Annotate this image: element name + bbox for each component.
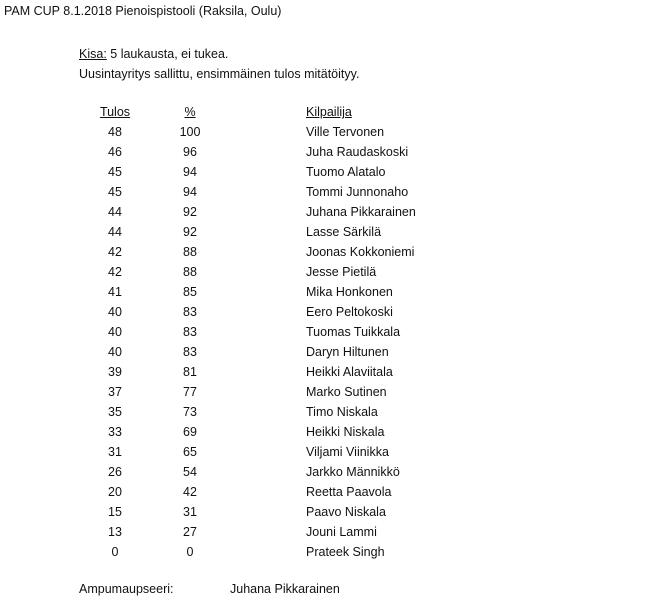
percent-cell: 92	[183, 205, 197, 219]
table-header-row	[0, 102, 649, 122]
percent-cell: 88	[183, 245, 197, 259]
competitor-name-cell: Eero Peltokoski	[306, 305, 393, 319]
score-cell: 44	[108, 205, 122, 219]
table-row	[0, 482, 649, 502]
score-cell: 40	[108, 305, 122, 319]
percent-cell: 77	[183, 385, 197, 399]
percent-cell: 31	[183, 505, 197, 519]
percent-cell: 83	[183, 345, 197, 359]
percent-cell: 42	[183, 485, 197, 499]
rules-label: Kisa:	[79, 47, 107, 61]
score-cell: 40	[108, 325, 122, 339]
table-row	[0, 202, 649, 222]
score-cell: 33	[108, 425, 122, 439]
percent-cell: 81	[183, 365, 197, 379]
score-cell: 42	[108, 265, 122, 279]
score-cell: 41	[108, 285, 122, 299]
table-body	[0, 122, 649, 562]
table-row	[0, 342, 649, 362]
competitor-name-cell: Jouni Lammi	[306, 525, 377, 539]
competitor-name-cell: Mika Honkonen	[306, 285, 393, 299]
competitor-name-cell: Tuomas Tuikkala	[306, 325, 401, 339]
score-cell: 20	[108, 485, 122, 499]
rules-line-2: Uusintayritys sallittu, ensimmäinen tulos mitätöityy.	[79, 67, 360, 81]
score-cell: 45	[108, 185, 122, 199]
percent-cell: 88	[183, 265, 197, 279]
table-row	[0, 402, 649, 422]
document-title: PAM CUP 8.1.2018 Pienoispistooli (Raksila, Oulu)	[4, 4, 282, 18]
percent-cell: 65	[183, 445, 197, 459]
competitor-name-cell: Prateek Singh	[306, 545, 385, 559]
score-cell: 42	[108, 245, 122, 259]
table-row	[0, 242, 649, 262]
table-row	[0, 382, 649, 402]
competitor-name-cell: Heikki Niskala	[306, 425, 385, 439]
competitor-name-cell: Tommi Junnonaho	[306, 185, 409, 199]
competitor-name-cell: Jarkko Männikkö	[306, 465, 400, 479]
percent-cell: 94	[183, 185, 197, 199]
competitor-name-cell: Viljami Viinikka	[306, 445, 389, 459]
percent-cell: 83	[183, 325, 197, 339]
percent-cell: 96	[183, 145, 197, 159]
competitor-name-cell: Marko Sutinen	[306, 385, 387, 399]
table-row	[0, 282, 649, 302]
competitor-name-cell: Heikki Alaviitala	[306, 365, 393, 379]
score-cell: 39	[108, 365, 122, 379]
table-row	[0, 442, 649, 462]
competitor-name-cell: Paavo Niskala	[306, 505, 386, 519]
table-row	[0, 122, 649, 142]
score-cell: 40	[108, 345, 122, 359]
table-row	[0, 522, 649, 542]
table-row	[0, 542, 649, 562]
percent-cell: 73	[183, 405, 197, 419]
competitor-name-cell: Lasse Särkilä	[306, 225, 382, 239]
competitor-name-cell: Joonas Kokkoniemi	[306, 245, 415, 259]
header-percent: %	[184, 105, 196, 119]
table-row	[0, 502, 649, 522]
score-cell: 35	[108, 405, 122, 419]
percent-cell: 85	[183, 285, 197, 299]
score-cell: 26	[108, 465, 122, 479]
header-name: Kilpailija	[306, 105, 352, 119]
rules-line-1	[79, 44, 359, 64]
table-row	[0, 422, 649, 442]
competitor-name-cell: Tuomo Alatalo	[306, 165, 386, 179]
score-cell: 46	[108, 145, 122, 159]
footer	[79, 582, 340, 596]
percent-cell: 0	[186, 545, 194, 559]
table-row	[0, 142, 649, 162]
competitor-name-cell: Timo Niskala	[306, 405, 378, 419]
score-cell: 44	[108, 225, 122, 239]
results-table	[0, 102, 649, 562]
score-cell: 15	[108, 505, 122, 519]
table-row	[0, 462, 649, 482]
table-row	[0, 362, 649, 382]
percent-cell: 69	[183, 425, 197, 439]
score-cell: 31	[108, 445, 122, 459]
competitor-name-cell: Juhana Pikkarainen	[306, 205, 416, 219]
percent-cell: 27	[183, 525, 197, 539]
score-cell: 13	[108, 525, 122, 539]
score-cell: 48	[108, 125, 122, 139]
score-cell: 37	[108, 385, 122, 399]
percent-cell: 100	[179, 125, 201, 139]
range-officer-name: Juhana Pikkarainen	[230, 582, 340, 596]
table-row	[0, 322, 649, 342]
table-row	[0, 262, 649, 282]
rules-text: 5 laukausta, ei tukea.	[106, 47, 229, 61]
score-cell: 45	[108, 165, 122, 179]
table-row	[0, 222, 649, 242]
percent-cell: 94	[183, 165, 197, 179]
competitor-name-cell: Juha Raudaskoski	[306, 145, 409, 159]
percent-cell: 54	[183, 465, 197, 479]
table-row	[0, 182, 649, 202]
table-row	[0, 302, 649, 322]
competitor-name-cell: Ville Tervonen	[306, 125, 385, 139]
score-cell: 0	[111, 545, 119, 559]
percent-cell: 92	[183, 225, 197, 239]
table-row	[0, 162, 649, 182]
competitor-name-cell: Daryn Hiltunen	[306, 345, 389, 359]
competition-rules	[79, 44, 359, 84]
percent-cell: 83	[183, 305, 197, 319]
competitor-name-cell: Jesse Pietilä	[306, 265, 377, 279]
header-score: Tulos	[99, 105, 131, 119]
competitor-name-cell: Reetta Paavola	[306, 485, 392, 499]
footer-label: Ampumaupseeri:	[79, 582, 174, 596]
